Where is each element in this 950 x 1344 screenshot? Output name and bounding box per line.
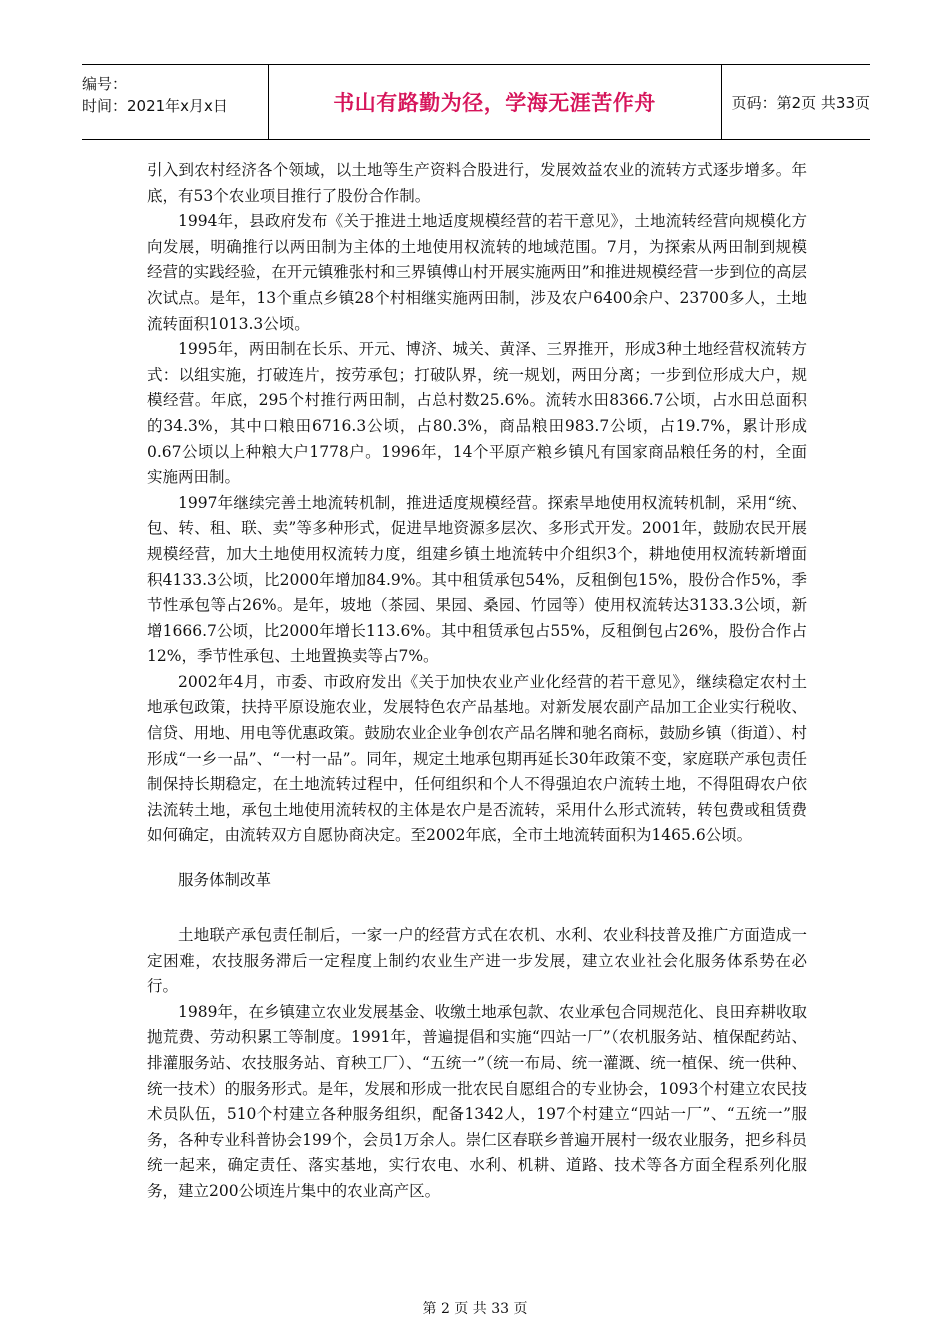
paragraph-4: 1997年继续完善土地流转机制，推进适度规模经营。探索旱地使用权流转机制，采用“统、包、转、租、联、卖”等多种形式，促进旱地资源多层次、多形式开发。2001年，鼓励农民开展规模经营，加大土地使用权流转力度，组建乡镇土地流转中介组织3个，耕地使用权流转新增面积4133.3公顷，比2000年增加84.9%。其中租赁承包54%，反租倒包15%，股份合作5%，季节性承包等占26%。是年，坡地（茶园、果园、桑园、竹园等）使用权流转达3133.3公顷，新增1666.7公顷，比2000年增长113.6%。其中租赁承包占55%，反租倒包占26%，股份合作占12%，季节性承包、土地置换卖等占7%。 (147, 493, 807, 666)
paragraph-2: 1994年，县政府发布《关于推进土地适度规模经营的若干意见》，土地流转经营向规模化方向发展，明确推行以两田制为主体的土地使用权流转的地域范围。7月，为探索从两田制到规模经营的实践经验，在开元镇雅张村和三界镇傅山村开展实施两田”和推进规模经营一步到位的高层次试点。是年，13个重点乡镇28个村相继实施两田制，涉及农户6400余户、23700多人，土地流转面积1013.3公顷。 (147, 212, 807, 333)
document-number-label: 编号： (82, 75, 128, 93)
paragraph-1: 引入到农村经济各个领域，以土地等生产资料合股进行，发展效益农业的流转方式逐步增多。年底，有53个农业项目推行了股份合作制。 (147, 161, 807, 205)
page-header (82, 64, 870, 140)
paragraph-6: 土地联产承包责任制后，一家一户的经营方式在农机、水利、农业科技普及推广方面造成一定困难，农技服务滞后一定程度上制约农业生产进一步发展，建立农业社会化服务体系势在必行。 (147, 926, 807, 996)
header-meta (82, 65, 268, 139)
paragraph-7: 1989年，在乡镇建立农业发展基金、收缴土地承包款、农业承包合同规范化、良田弃耕收取抛荒费、劳动积累工等制度。1991年，普遍提倡和实施“四站一厂”（农机服务站、植保配药站、排灌服务站、农技服务站、育秧工厂）、“五统一”（统一布局、统一灌溉、统一植保、统一供种、统一技术）的服务形式。是年，发展和形成一批农民自愿组合的专业协会，1093个村建立农民技术员队伍，510个村建立各种服务组织，配备1342人，197个村建立“四站一厂”、“五统一”服务，各种专业科普协会199个，会员1万余人。崇仁区春联乡普遍开展村一级农业服务，把乡科员统一起来，确定责任、落实基地，实行农电、水利、机耕、道路、技术等各方面全程系列化服务，建立200公顷连片集中的农业高产区。 (147, 1002, 807, 1200)
header-page-info: 页码：第2页 共33页 (731, 93, 870, 112)
page-footer: 第 2 页 共 33 页 (422, 1301, 528, 1317)
paragraph-5: 2002年4月，市委、市政府发出《关于加快农业产业化经营的若干意见》，继续稳定农村土地承包政策，扶持平原设施农业，发展特色农产品基地。对新发展农副产品加工企业实行税收、信贷、用地、用电等优惠政策。鼓励农业企业争创农产品名牌和驰名商标，鼓励乡镇（街道）、村形成“一乡一品”、“一村一品”。同年，规定土地承包期再延长30年政策不变，家庭联产承包责任制保持长期稳定，在土地流转过程中，任何组织和个人不得强迫农户流转土地，不得阻碍农户依法流转土地，承包土地使用流转权的主体是农户是否流转，采用什么形式流转，转包费或租赁费如何确定，由流转双方自愿协商决定。至2002年底，全市土地流转面积为1465.6公顷。 (147, 672, 807, 845)
document-body (147, 158, 807, 1205)
paragraph-3: 1995年，两田制在长乐、开元、博济、城关、黄泽、三界推开，形成3种土地经营权流转方式：以组实施，打破连片，按劳承包；打破队界，统一规划，两田分离；一步到位形成大户，规模经营。年底，295个村推行两田制，占总村数25.6%。流转水田8366.7公顷，占水田总面积的34.3%，其中口粮田6716.3公顷，占80.3%，商品粮田983.7公顷，占19.7%，累计形成0.67公顷以上种粮大户1778户。1996年，14个平原产粮乡镇凡有国家商品粮任务的村，全面实施两田制。 (147, 340, 807, 487)
section-heading: 服务体制改革 (178, 871, 272, 890)
document-time-label: 时间：2021年x月x日 (82, 97, 228, 115)
header-motto: 书山有路勤为径，学海无涯苦作舟 (268, 65, 722, 139)
